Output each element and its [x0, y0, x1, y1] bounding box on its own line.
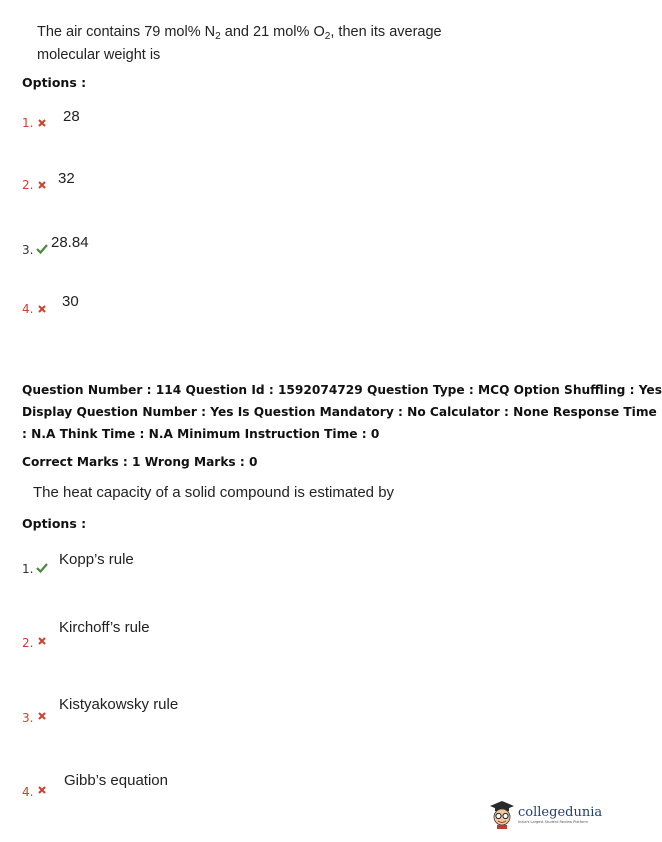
options-label: Options :: [22, 516, 87, 531]
logo-wordmark: collegedunia: [518, 805, 603, 820]
option-number: 4.: [22, 785, 34, 799]
cross-icon: [38, 119, 46, 127]
cross-icon: [38, 181, 46, 189]
options-label: Options :: [22, 75, 87, 90]
metadata-line: : N.A Think Time : N.A Minimum Instruction Time : 0: [22, 427, 380, 441]
option-value: Gibb’s equation: [64, 772, 168, 789]
cross-icon: [38, 637, 46, 645]
question-1-text: [37, 23, 442, 65]
option-value: 32: [58, 170, 75, 187]
subscript-2: 2: [215, 31, 221, 42]
option-number: 4.: [22, 302, 34, 316]
logo-tagline: India's Largest Student Review Platform: [518, 820, 588, 824]
option-number: 2.: [22, 178, 34, 192]
subscript-2: 2: [324, 31, 331, 42]
option-number: 1.: [22, 116, 34, 130]
checkmark-icon: [36, 563, 48, 573]
question-2-text: The heat capacity of a solid compound is estimated by: [33, 484, 395, 501]
cross-icon: [38, 712, 46, 720]
question-1-text-suffix: , then its average: [330, 24, 442, 40]
option-value: Kirchoff’s rule: [59, 619, 150, 636]
option-value: Kopp’s rule: [59, 551, 134, 568]
option-value: 28.84: [51, 234, 89, 251]
metadata-line: Display Question Number : Yes Is Question Mandatory : No Calculator : None Response Time: [22, 405, 657, 419]
cross-icon: [38, 305, 46, 313]
cross-icon: [38, 786, 46, 794]
option-value: Kistyakowsky rule: [59, 696, 179, 713]
option-value: 28: [63, 108, 80, 125]
option-number: 2.: [22, 636, 34, 650]
option-value: 30: [62, 293, 79, 310]
question-1-text-line2: molecular weight is: [37, 47, 161, 63]
graduate-mascot-icon: [489, 800, 515, 830]
question-metadata: [22, 379, 662, 473]
option-number: 3.: [22, 243, 34, 257]
option-number: 1.: [22, 562, 34, 576]
question-1-text-mid: and 21 mol% O: [220, 24, 325, 40]
checkmark-icon: [36, 244, 48, 254]
option-number: 3.: [22, 711, 34, 725]
question-1-text-prefix: The air contains 79 mol% N: [37, 24, 216, 40]
marks-line: Correct Marks : 1 Wrong Marks : 0: [22, 455, 258, 469]
collegedunia-logo: [489, 800, 602, 830]
metadata-line: Question Number : 114 Question Id : 1592074729 Question Type : MCQ Option Shuffling : Yes: [22, 383, 662, 397]
